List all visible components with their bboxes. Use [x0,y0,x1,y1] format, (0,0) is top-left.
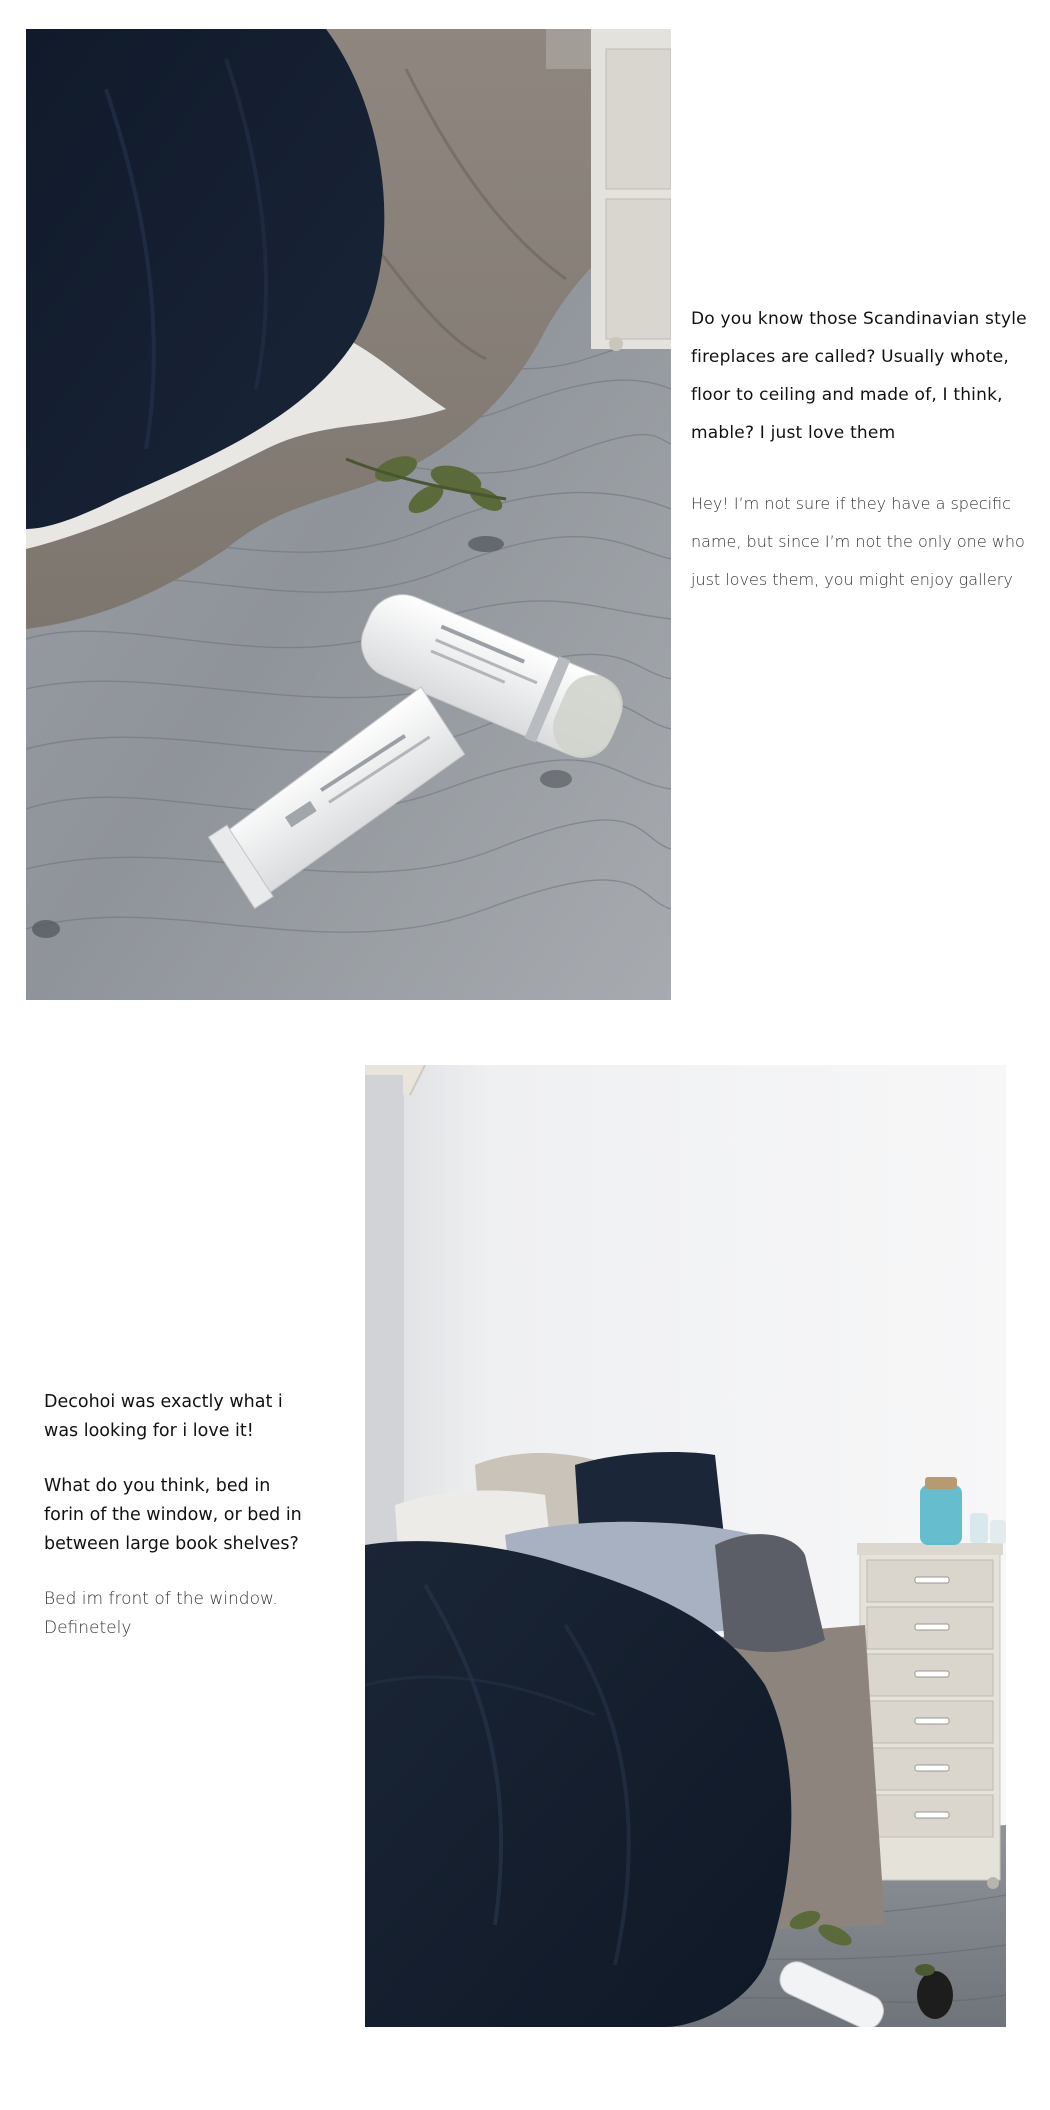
section2-answer: Bed im front of the window. Definetely [44,1589,278,1638]
bedroom-photo [365,1065,1006,2027]
section1-question: Do you know those Scandinavian style fireplaces are called? Usually whote, floor to ceiling and made of, I think, mable? I just love them [691,309,1027,443]
section2-comment: Decohoi was exactly what i was looking for i love it! [44,1392,283,1441]
section1-qa [691,300,1046,599]
section2-comments [44,1388,314,1643]
section1-answer: Hey! I’m not sure if they have a specific name, but since I’m not the only one who just loves them, you might enjoy gallery [691,494,1025,589]
floor-products-photo [26,29,671,1000]
section2-question: What do you think, bed in forin of the window, or bed in between large book shelves? [44,1476,302,1554]
